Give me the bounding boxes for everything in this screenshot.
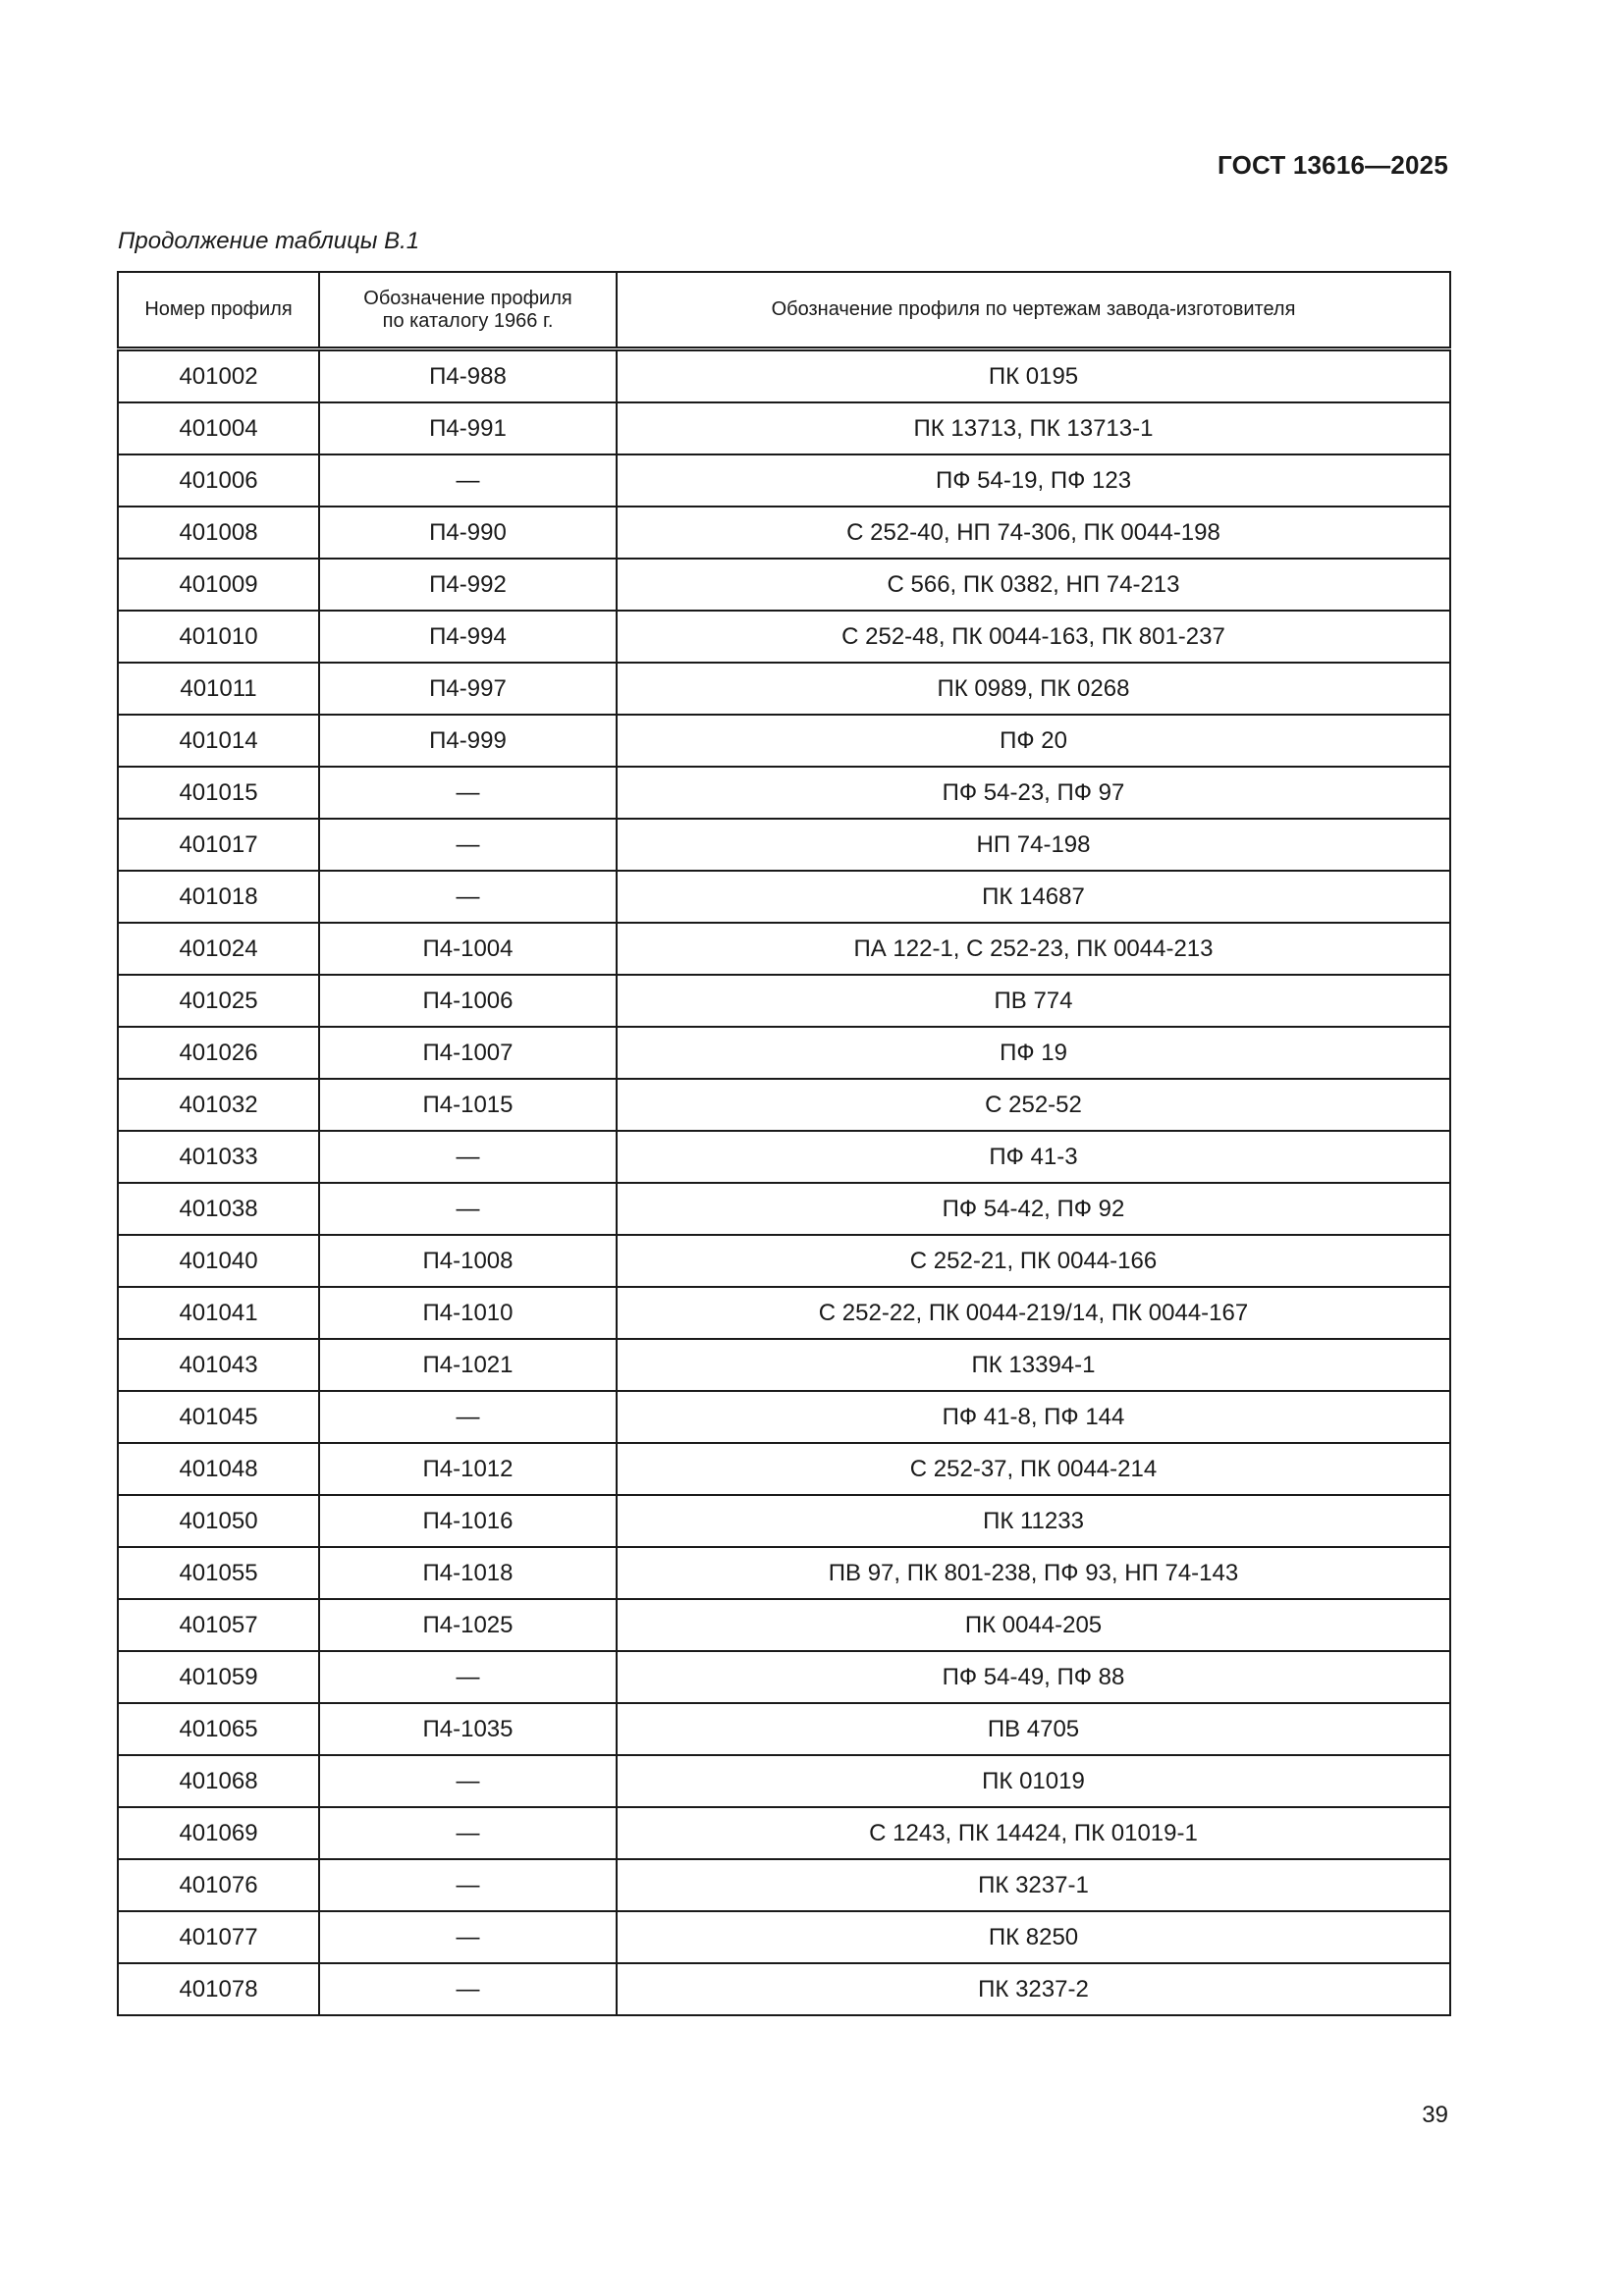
- table-row: [118, 767, 1450, 819]
- cell-profile-number: 401033: [118, 1131, 319, 1183]
- cell-catalog-1966: П4-994: [319, 611, 617, 663]
- cell-catalog-1966: —: [319, 819, 617, 871]
- table-row: [118, 1651, 1450, 1703]
- cell-profile-number: 401040: [118, 1235, 319, 1287]
- cell-catalog-1966: —: [319, 1807, 617, 1859]
- cell-manufacturer-drawings: С 252-52: [617, 1079, 1450, 1131]
- cell-profile-number: 401006: [118, 454, 319, 507]
- cell-catalog-1966: —: [319, 871, 617, 923]
- table-row: [118, 663, 1450, 715]
- cell-manufacturer-drawings: ПВ 774: [617, 975, 1450, 1027]
- cell-profile-number: 401048: [118, 1443, 319, 1495]
- table-row: [118, 1339, 1450, 1391]
- cell-manufacturer-drawings: С 252-22, ПК 0044-219/14, ПК 0044-167: [617, 1287, 1450, 1339]
- table-row: [118, 819, 1450, 871]
- table-row: [118, 402, 1450, 454]
- table-row: [118, 611, 1450, 663]
- cell-manufacturer-drawings: НП 74-198: [617, 819, 1450, 871]
- cell-profile-number: 401077: [118, 1911, 319, 1963]
- cell-manufacturer-drawings: ПФ 41-3: [617, 1131, 1450, 1183]
- cell-profile-number: 401032: [118, 1079, 319, 1131]
- cell-manufacturer-drawings: ПК 0989, ПК 0268: [617, 663, 1450, 715]
- table-row: [118, 1183, 1450, 1235]
- cell-profile-number: 401011: [118, 663, 319, 715]
- cell-profile-number: 401076: [118, 1859, 319, 1911]
- table-row: [118, 1027, 1450, 1079]
- cell-profile-number: 401018: [118, 871, 319, 923]
- cell-catalog-1966: П4-1035: [319, 1703, 617, 1755]
- cell-catalog-1966: П4-1008: [319, 1235, 617, 1287]
- table-row: [118, 559, 1450, 611]
- cell-manufacturer-drawings: ПВ 4705: [617, 1703, 1450, 1755]
- cell-manufacturer-drawings: С 252-37, ПК 0044-214: [617, 1443, 1450, 1495]
- cell-catalog-1966: П4-1004: [319, 923, 617, 975]
- table-row: [118, 349, 1450, 403]
- table-row: [118, 1547, 1450, 1599]
- cell-catalog-1966: П4-1012: [319, 1443, 617, 1495]
- document-id: ГОСТ 13616—2025: [1218, 150, 1448, 180]
- cell-catalog-1966: —: [319, 1391, 617, 1443]
- cell-manufacturer-drawings: ПФ 54-23, ПФ 97: [617, 767, 1450, 819]
- cell-manufacturer-drawings: ПК 11233: [617, 1495, 1450, 1547]
- table-row: [118, 1755, 1450, 1807]
- table-row: [118, 871, 1450, 923]
- cell-profile-number: 401043: [118, 1339, 319, 1391]
- cell-manufacturer-drawings: ПК 0195: [617, 349, 1450, 403]
- table-row: [118, 1287, 1450, 1339]
- cell-manufacturer-drawings: ПФ 54-19, ПФ 123: [617, 454, 1450, 507]
- cell-profile-number: 401059: [118, 1651, 319, 1703]
- table-row: [118, 715, 1450, 767]
- cell-catalog-1966: —: [319, 454, 617, 507]
- cell-profile-number: 401050: [118, 1495, 319, 1547]
- table-row: [118, 507, 1450, 559]
- cell-manufacturer-drawings: ПФ 54-42, ПФ 92: [617, 1183, 1450, 1235]
- cell-catalog-1966: П4-1025: [319, 1599, 617, 1651]
- cell-manufacturer-drawings: ПК 14687: [617, 871, 1450, 923]
- cell-catalog-1966: —: [319, 1963, 617, 2015]
- cell-manufacturer-drawings: ПФ 20: [617, 715, 1450, 767]
- cell-manufacturer-drawings: С 566, ПК 0382, НП 74-213: [617, 559, 1450, 611]
- cell-catalog-1966: П4-1015: [319, 1079, 617, 1131]
- cell-manufacturer-drawings: ПФ 41-8, ПФ 144: [617, 1391, 1450, 1443]
- header-manufacturer-drawings: Обозначение профиля по чертежам завода-изготовителя: [617, 272, 1450, 349]
- cell-profile-number: 401065: [118, 1703, 319, 1755]
- table-row: [118, 1911, 1450, 1963]
- cell-catalog-1966: —: [319, 1183, 617, 1235]
- table-row: [118, 975, 1450, 1027]
- profile-designation-table: [117, 271, 1451, 2016]
- cell-manufacturer-drawings: ПК 3237-2: [617, 1963, 1450, 2015]
- cell-profile-number: 401002: [118, 349, 319, 403]
- cell-profile-number: 401025: [118, 975, 319, 1027]
- cell-manufacturer-drawings: С 252-40, НП 74-306, ПК 0044-198: [617, 507, 1450, 559]
- table-row: [118, 1963, 1450, 2015]
- table-row: [118, 1703, 1450, 1755]
- cell-manufacturer-drawings: ПК 13394-1: [617, 1339, 1450, 1391]
- cell-manufacturer-drawings: С 252-21, ПК 0044-166: [617, 1235, 1450, 1287]
- cell-manufacturer-drawings: ПК 13713, ПК 13713-1: [617, 402, 1450, 454]
- cell-catalog-1966: —: [319, 1651, 617, 1703]
- cell-manufacturer-drawings: ПК 01019: [617, 1755, 1450, 1807]
- cell-profile-number: 401010: [118, 611, 319, 663]
- cell-profile-number: 401055: [118, 1547, 319, 1599]
- header-profile-number: Номер профиля: [118, 272, 319, 349]
- table-header-row: [118, 272, 1450, 349]
- cell-profile-number: 401008: [118, 507, 319, 559]
- cell-catalog-1966: —: [319, 1911, 617, 1963]
- cell-profile-number: 401068: [118, 1755, 319, 1807]
- table-row: [118, 1599, 1450, 1651]
- cell-manufacturer-drawings: ПВ 97, ПК 801-238, ПФ 93, НП 74-143: [617, 1547, 1450, 1599]
- cell-catalog-1966: П4-990: [319, 507, 617, 559]
- cell-manufacturer-drawings: ПК 3237-1: [617, 1859, 1450, 1911]
- table-row: [118, 923, 1450, 975]
- page-number: 39: [1422, 2102, 1448, 2128]
- cell-catalog-1966: П4-988: [319, 349, 617, 403]
- table-row: [118, 454, 1450, 507]
- cell-catalog-1966: П4-1016: [319, 1495, 617, 1547]
- cell-manufacturer-drawings: ПК 8250: [617, 1911, 1450, 1963]
- cell-catalog-1966: —: [319, 767, 617, 819]
- table-row: [118, 1443, 1450, 1495]
- cell-profile-number: 401045: [118, 1391, 319, 1443]
- table-row: [118, 1859, 1450, 1911]
- cell-manufacturer-drawings: С 1243, ПК 14424, ПК 01019-1: [617, 1807, 1450, 1859]
- cell-catalog-1966: П4-1010: [319, 1287, 617, 1339]
- table-row: [118, 1807, 1450, 1859]
- table-row: [118, 1391, 1450, 1443]
- cell-profile-number: 401024: [118, 923, 319, 975]
- cell-profile-number: 401009: [118, 559, 319, 611]
- cell-profile-number: 401017: [118, 819, 319, 871]
- cell-manufacturer-drawings: С 252-48, ПК 0044-163, ПК 801-237: [617, 611, 1450, 663]
- table-row: [118, 1079, 1450, 1131]
- cell-profile-number: 401015: [118, 767, 319, 819]
- table-row: [118, 1131, 1450, 1183]
- table-body: [118, 349, 1450, 2016]
- cell-profile-number: 401078: [118, 1963, 319, 2015]
- cell-catalog-1966: П4-1007: [319, 1027, 617, 1079]
- cell-profile-number: 401014: [118, 715, 319, 767]
- cell-catalog-1966: П4-1021: [319, 1339, 617, 1391]
- table-row: [118, 1495, 1450, 1547]
- cell-manufacturer-drawings: ПФ 19: [617, 1027, 1450, 1079]
- cell-profile-number: 401041: [118, 1287, 319, 1339]
- cell-catalog-1966: П4-999: [319, 715, 617, 767]
- cell-catalog-1966: П4-992: [319, 559, 617, 611]
- cell-catalog-1966: —: [319, 1755, 617, 1807]
- cell-profile-number: 401026: [118, 1027, 319, 1079]
- cell-profile-number: 401069: [118, 1807, 319, 1859]
- cell-profile-number: 401004: [118, 402, 319, 454]
- cell-manufacturer-drawings: ПА 122-1, С 252-23, ПК 0044-213: [617, 923, 1450, 975]
- table-row: [118, 1235, 1450, 1287]
- cell-profile-number: 401057: [118, 1599, 319, 1651]
- cell-manufacturer-drawings: ПК 0044-205: [617, 1599, 1450, 1651]
- cell-catalog-1966: П4-1006: [319, 975, 617, 1027]
- table-caption: Продолжение таблицы В.1: [118, 228, 420, 254]
- cell-manufacturer-drawings: ПФ 54-49, ПФ 88: [617, 1651, 1450, 1703]
- cell-catalog-1966: П4-991: [319, 402, 617, 454]
- cell-catalog-1966: П4-997: [319, 663, 617, 715]
- cell-catalog-1966: П4-1018: [319, 1547, 617, 1599]
- cell-catalog-1966: —: [319, 1131, 617, 1183]
- header-catalog-1966: Обозначение профиля по каталогу 1966 г.: [319, 272, 617, 349]
- cell-profile-number: 401038: [118, 1183, 319, 1235]
- cell-catalog-1966: —: [319, 1859, 617, 1911]
